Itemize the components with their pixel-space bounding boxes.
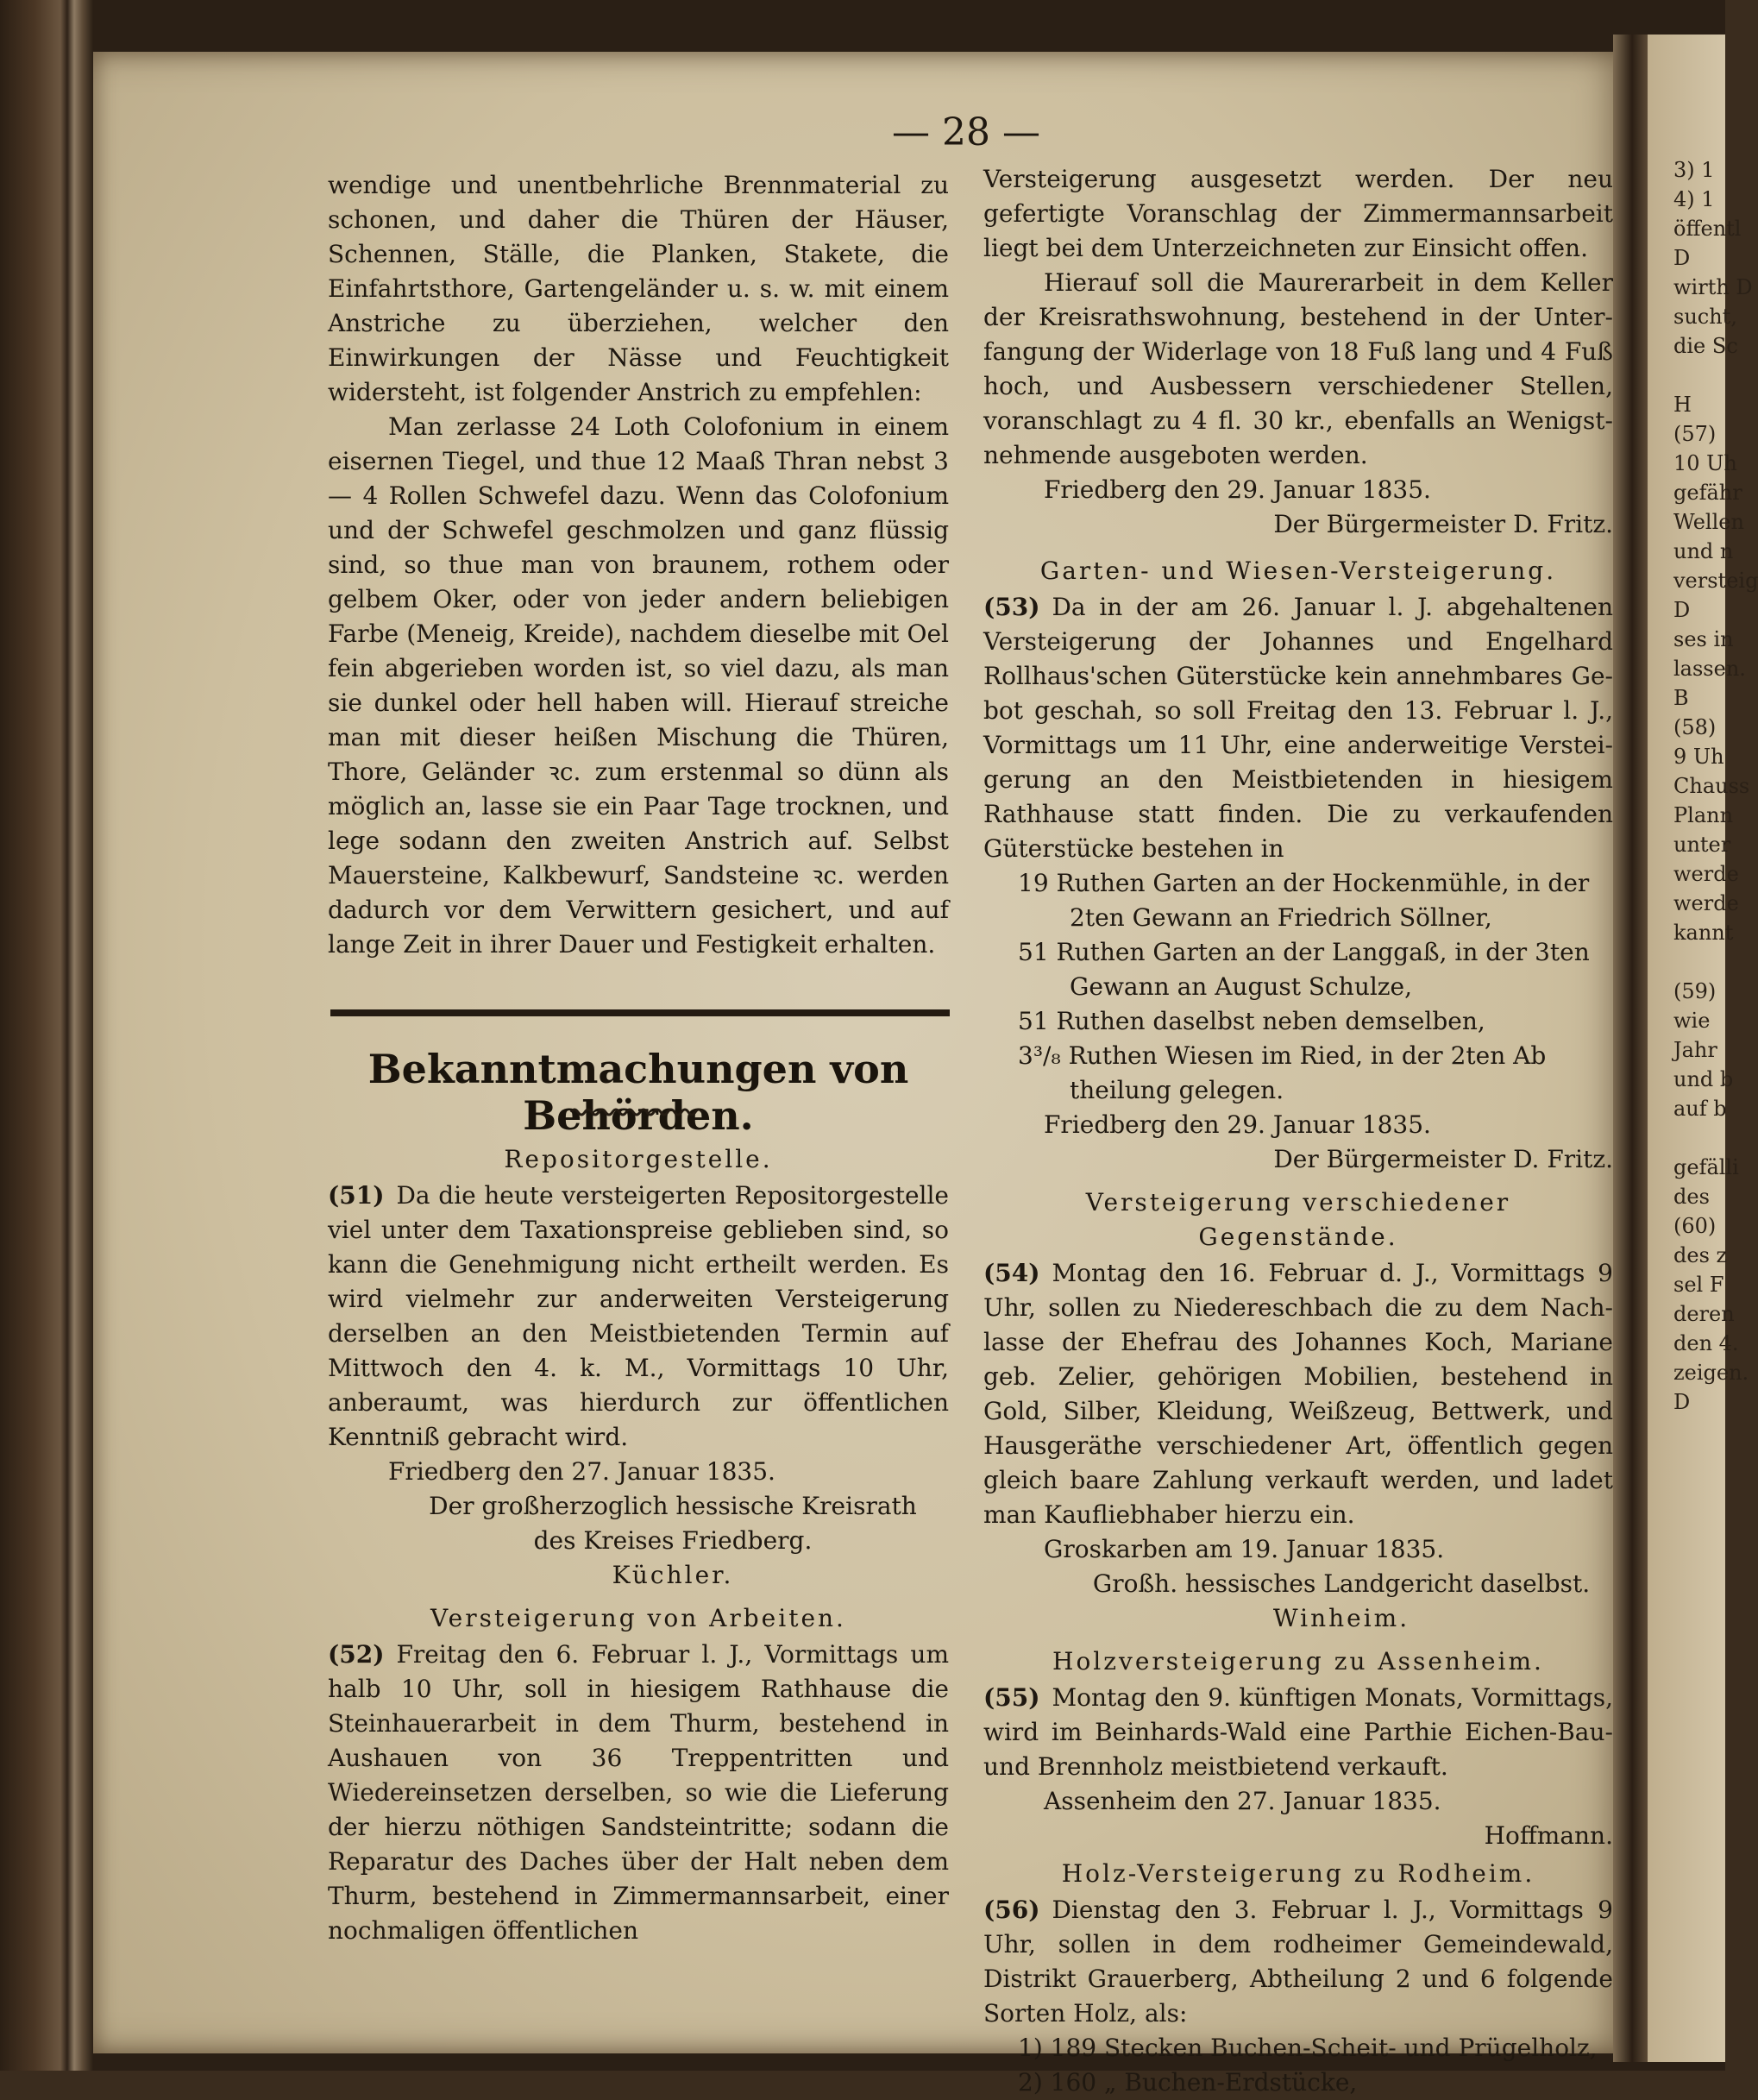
next-page-edge-line: 10 Uh: [1673, 451, 1737, 475]
notice-signature: Der Bürgermeister D. Fritz.: [1273, 510, 1613, 538]
notice-52: [328, 1638, 949, 1948]
left-column-notices: [328, 1137, 949, 1948]
next-page-edge-line: wirth D: [1673, 275, 1753, 299]
list-item-cont: Gewann an August Schulze,: [1070, 972, 1413, 1001]
section-title: Bekanntmachungen von Behörden.: [367, 1046, 909, 1139]
next-page-edge-line: versteig: [1673, 569, 1758, 593]
next-page-edge-line: die Sc: [1673, 334, 1738, 358]
page-number: — 28 —: [892, 110, 1040, 154]
notice-56: [983, 1893, 1613, 2031]
next-page-edge-line: D: [1673, 598, 1691, 622]
notice-place-date: Assenheim den 27. Januar 1835.: [1044, 1787, 1441, 1815]
notice-55: [983, 1681, 1613, 1784]
next-page-edge-line: Chauss: [1673, 774, 1750, 798]
notice-heading-53: Garten- und Wiesen-Versteigerung.: [1039, 556, 1557, 585]
next-page-edge-line: H: [1673, 393, 1692, 417]
ornament-flourish: [569, 1106, 707, 1118]
next-page-edge-line: des z: [1673, 1243, 1728, 1267]
notice-place-date: Friedberg den 29. Januar 1835.: [1044, 475, 1431, 504]
next-page-edge-line: B: [1673, 686, 1689, 710]
next-page-edge-line: kannt: [1673, 921, 1734, 945]
notice-signature: des Kreises Friedberg.: [533, 1526, 813, 1555]
next-page-edge-line: (58): [1673, 715, 1717, 739]
list-item: 19 Ruthen Garten an der Hockenmühle, in der: [1018, 869, 1590, 897]
notice-place-date: Friedberg den 27. Januar 1835.: [388, 1457, 775, 1486]
next-page-edge: [1648, 35, 1758, 2062]
notice-signature: Küchler.: [612, 1561, 734, 1589]
notice-number: (54): [983, 1259, 1040, 1287]
next-page-edge-line: D: [1673, 1390, 1691, 1414]
list-item: 51 Ruthen Garten an der Langgaß, in der 3ten: [1018, 938, 1590, 966]
notice-signature: Winheim.: [1272, 1604, 1410, 1632]
next-page-edge-line: [1673, 1123, 1751, 1153]
next-page-edge-line: (60): [1673, 1214, 1717, 1238]
notice-text: Da in der am 26. Januar l. J. abgehaltenen Versteigerung der Johannes und Engelhard Rollhaus'schen Güterstücke kein annehmbares Gebot geschah, so soll Freitag den 13. Februar l. J., Vormittags um 11 Uhr, eine anderweitige Versteigerung an den Meistbietenden in hiesigem Rathhause statt finden. Die zu verkaufenden Güterstücke bestehen in: [983, 593, 1613, 863]
next-page-edge-line: 9 Uh: [1673, 745, 1724, 769]
next-page-edge-line: Wellen: [1673, 510, 1744, 534]
next-page-edge-line: [1673, 947, 1751, 977]
list-item-cont: theilung gelegen.: [1070, 1076, 1284, 1104]
book-gutter: [1613, 35, 1648, 2062]
next-page-edge-line: (59): [1673, 979, 1717, 1003]
next-page-edge-line: gefälli: [1673, 1155, 1739, 1179]
notice-heading-54: Versteigerung verschiedener Gegenstände.: [1085, 1188, 1511, 1251]
next-page-edge-line: deren: [1673, 1302, 1735, 1326]
notice-signature: Der großherzoglich hessische Kreisrath: [429, 1492, 917, 1520]
next-page-edge-line: gefähr: [1673, 481, 1742, 505]
next-page-edge-line: zeigen.: [1673, 1361, 1749, 1385]
article-paragraph: wendige und unentbehrliche Brennmaterial zu schonen, und daher die Thüren der Häuser, Schennen, Ställe, die Planken, Stakete, die Einfahrtsthore, Gartengeländer u. s. w. mit einem Anstriche zu überziehen, welcher den Einwirkungen der Nässe und Feuchtigkeit widersteht, ist folgender Anstrich zu empfehlen:: [328, 171, 949, 406]
list-item-cont: 2ten Gewann an Friedrich Söllner,: [1070, 903, 1492, 932]
notice-place-date: Groskarben am 19. Januar 1835.: [1044, 1535, 1445, 1563]
notice-51: [328, 1179, 949, 1455]
next-page-edge-line: 3) 1: [1673, 158, 1715, 182]
notice-heading-56: Holz-Versteigerung zu Rodheim.: [1061, 1859, 1535, 1888]
next-page-edge-line: (57): [1673, 422, 1717, 446]
next-page-edge-line: werde: [1673, 891, 1739, 915]
left-column-article: [328, 168, 949, 962]
notice-signature: Großh. hessisches Landgericht daselbst.: [1092, 1569, 1591, 1598]
notice-heading-51: Repositorgestelle.: [504, 1145, 773, 1173]
next-page-edge-line: auf b: [1673, 1097, 1727, 1121]
section-divider: [330, 1009, 950, 1016]
next-page-edge-line: werde: [1673, 862, 1739, 886]
next-page-edge-line: Plann: [1673, 803, 1734, 827]
notice-text: Da die heute versteigerten Repositorgestelle viel unter dem Taxationspreise geblieben sind, so kann die Genehmigung nicht ertheilt werden. Es wird vielmehr zur anderweiten Versteigerung derselben an den Meistbietenden Termin auf Mittwoch den 4. k. M., Vormittags 10 Uhr, anberaumt, was hierdurch zur öffentlichen Kenntniß gebracht wird.: [328, 1181, 949, 1451]
list-item: 1) 189 Stecken Buchen-Scheit- und Prügelholz,: [1018, 2034, 1598, 2062]
notice-number: (55): [983, 1683, 1040, 1712]
notice-52-continued: Hierauf soll die Maurerarbeit in dem Keller der Kreisrathswohnung, bestehend in der Unterfangung der Widerlage von 18 Fuß lang und 4 Fuß hoch, und Ausbessern verschiedener Stellen, voranschlagt zu 4 fl. 30 kr., ebenfalls an Wenigstnehmende ausgeboten werden.: [983, 268, 1613, 469]
notice-number: (52): [328, 1640, 385, 1669]
notice-text: Montag den 16. Februar d. J., Vormittags 9 Uhr, sollen zu Niedereschbach die zu dem Nachlasse der Ehefrau des Johannes Koch, Mariane geb. Zelier, gehörigen Mobilien, bestehend in Gold, Silber, Kleidung, Weißzeug, Bettwerk, und Hausgeräthe verschiedener Art, öffentlich gegen gleich baare Zahlung verkauft werden, und ladet man Kaufliebhaber hierzu ein.: [983, 1259, 1613, 1529]
notice-heading-55: Holzversteigerung zu Assenheim.: [1052, 1647, 1544, 1676]
article-paragraph: Man zerlasse 24 Loth Colofonium in einem eisernen Tiegel, und thue 12 Maaß Thran nebst 3 — 4 Rollen Schwefel dazu. Wenn das Colofonium und der Schwefel geschmolzen und ganz flüssig sind, so thue man von braunem, rothem oder gelbem Oker, oder von jeder andern beliebigen Farbe (Meneig, Kreide), nachdem dieselbe mit Oel fein abgerieben worden ist, so viel dazu, als man sie dunkel oder hell haben will. Hierauf streiche man mit dieser heißen Mischung die Thüren, Thore, Geländer ꝛc. zum erstenmal so dünn als möglich an, lasse sie ein Paar Tage trocknen, und lege sodann den zweiten Anstrich auf. Selbst Mauersteine, Kalkbewurf, Sandsteine ꝛc. werden dadurch vor dem Verwittern gesichert, und auf lange Zeit in ihrer Dauer und Festigkeit erhalten.: [328, 412, 949, 959]
notice-signature: Der Bürgermeister D. Fritz.: [1273, 1145, 1613, 1173]
notice-54: [983, 1256, 1613, 1532]
notice-number: (51): [328, 1181, 385, 1210]
next-page-edge-line: und n: [1673, 539, 1734, 563]
notice-52-continued: Versteigerung ausgesetzt werden. Der neu gefertigte Voranschlag der Zimmermannsarbeit liegt bei dem Unterzeichneten zur Einsicht offen.: [983, 165, 1613, 262]
next-page-edge-line: und b: [1673, 1067, 1734, 1091]
next-page-edge-line: sucht,: [1673, 305, 1737, 329]
notice-number: (56): [983, 1896, 1040, 1924]
next-page-edge-line: sel F: [1673, 1273, 1724, 1297]
next-page-edge-line: [1673, 361, 1751, 390]
next-page-edge-line: den 4.: [1673, 1331, 1739, 1355]
notice-53: [983, 590, 1613, 866]
notice-text: Montag den 9. künftigen Monats, Vormittags, wird im Beinhards-Wald eine Parthie Eichen-Bau- und Brennholz meistbietend verkauft.: [983, 1683, 1613, 1781]
list-item: 51 Ruthen daselbst neben demselben,: [1018, 1007, 1485, 1035]
list-item: 3³/₈ Ruthen Wiesen im Ried, in der 2ten Ab: [1018, 1041, 1547, 1070]
right-column-notices: [983, 162, 1613, 2100]
next-page-edge-line: lassen.: [1673, 657, 1746, 681]
next-page-edge-line: ses in: [1673, 627, 1734, 651]
notice-place-date: Friedberg den 29. Januar 1835.: [1044, 1110, 1431, 1139]
next-page-edge-line: Jahr: [1673, 1038, 1717, 1062]
next-page-edge-line: unter: [1673, 833, 1731, 857]
notice-number: (53): [983, 593, 1040, 621]
next-page-edge-line: 4) 1: [1673, 187, 1715, 211]
next-page-edge-line: wie: [1673, 1009, 1711, 1033]
notice-signature: Hoffmann.: [1484, 1821, 1613, 1850]
next-page-edge-line: des: [1673, 1185, 1710, 1209]
list-item: 2) 160 „ Buchen-Erdstücke,: [1018, 2068, 1358, 2097]
next-page-text: [1673, 155, 1758, 1417]
notice-text: Freitag den 6. Februar l. J., Vormittags um halb 10 Uhr, soll in hiesigem Rathhause die Steinhauerarbeit in dem Thurm, bestehend in Aushauen von 36 Treppentritten und Wiedereinsetzen derselben, so wie die Lieferung der hierzu nöthigen Sandsteintritte; sodann die Reparatur des Daches über der Halt neben dem Thurm, bestehend in Zimmermannsarbeit, einer nochmaligen öffentlichen: [328, 1640, 949, 1945]
notice-text: Dienstag den 3. Februar l. J., Vormittags 9 Uhr, sollen in dem rodheimer Gemeindewald, Distrikt Grauerberg, Abtheilung 2 und 6 folgende Sorten Holz, als:: [983, 1896, 1613, 2028]
next-page-edge-line: öffentl: [1673, 217, 1742, 241]
notice-heading-52: Versteigerung von Arbeiten.: [430, 1604, 846, 1632]
next-page-edge-line: D: [1673, 246, 1691, 270]
